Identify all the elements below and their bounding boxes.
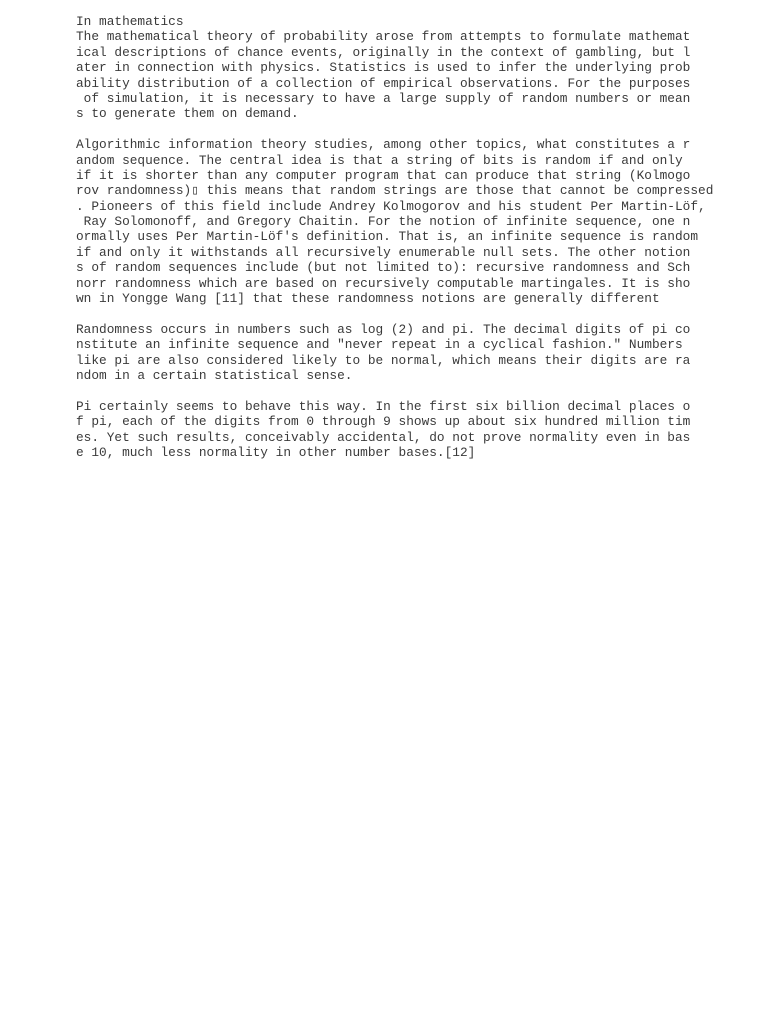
paragraph-line: Algorithmic information theory studies, among other topics, what constitutes a r	[76, 137, 691, 153]
paragraph-line: wn in Yongge Wang [11] that these randomness notions are generally different	[76, 291, 660, 307]
paragraph-probability	[76, 29, 696, 121]
paragraph-line: s to generate them on demand.	[76, 106, 299, 122]
paragraph-line: if it is shorter than any computer program that can produce that string (Kolmogo	[76, 167, 691, 183]
paragraph-line: Pi certainly seems to behave this way. In the first six billion decimal places o	[76, 398, 691, 414]
paragraph-line: ormally uses Per Martin-Löf's definition. That is, an infinite sequence is random	[76, 229, 699, 245]
paragraph-algorithmic-information	[76, 137, 714, 307]
paragraph-line: like pi are also considered likely to be normal, which means their digits are ra	[76, 352, 691, 368]
paragraph-line: if and only it withstands all recursively enumerable null sets. The other notion	[76, 244, 691, 260]
paragraph-line: nstitute an infinite sequence and "never repeat in a cyclical fashion." Numbers	[76, 337, 683, 353]
paragraph-randomness-numbers	[76, 322, 696, 384]
paragraph-pi-behavior	[76, 399, 696, 461]
paragraph-line: ndom in a certain statistical sense.	[76, 367, 353, 383]
paragraph-line: andom sequence. The central idea is that a string of bits is random if and only	[76, 152, 683, 168]
document-heading: In mathematics	[76, 14, 184, 29]
paragraph-line: The mathematical theory of probability arose from attempts to formulate mathemat	[76, 29, 691, 45]
paragraph-spacer	[76, 306, 696, 321]
paragraph-line: ability distribution of a collection of empirical observations. For the purposes	[76, 75, 691, 91]
paragraph-line: Randomness occurs in numbers such as log (2) and pi. The decimal digits of pi co	[76, 321, 691, 337]
paragraph-line: e 10, much less normality in other number bases.[12]	[76, 444, 476, 460]
paragraph-line: . Pioneers of this field include Andrey Kolmogorov and his student Per Martin-Löf,	[76, 198, 706, 214]
paragraph-line: f pi, each of the digits from 0 through 9 shows up about six hundred million tim	[76, 414, 691, 430]
paragraph-line: Ray Solomonoff, and Gregory Chaitin. For the notion of infinite sequence, one n	[76, 214, 691, 230]
paragraph-spacer	[76, 383, 696, 398]
paragraph-spacer	[76, 122, 696, 137]
document-page	[76, 14, 714, 460]
paragraph-line: es. Yet such results, conceivably accidental, do not prove normality even in bas	[76, 429, 691, 445]
paragraph-line: norr randomness which are based on recursively computable martingales. It is sho	[76, 275, 691, 291]
paragraph-line: ater in connection with physics. Statistics is used to infer the underlying prob	[76, 60, 691, 76]
paragraph-line: rov randomness)▯ this means that random strings are those that cannot be compressed	[76, 183, 714, 199]
paragraph-line: ical descriptions of chance events, originally in the context of gambling, but l	[76, 44, 691, 60]
paragraph-line: s of random sequences include (but not limited to): recursive randomness and Sch	[76, 260, 691, 276]
paragraph-line: of simulation, it is necessary to have a large supply of random numbers or mean	[76, 90, 691, 106]
